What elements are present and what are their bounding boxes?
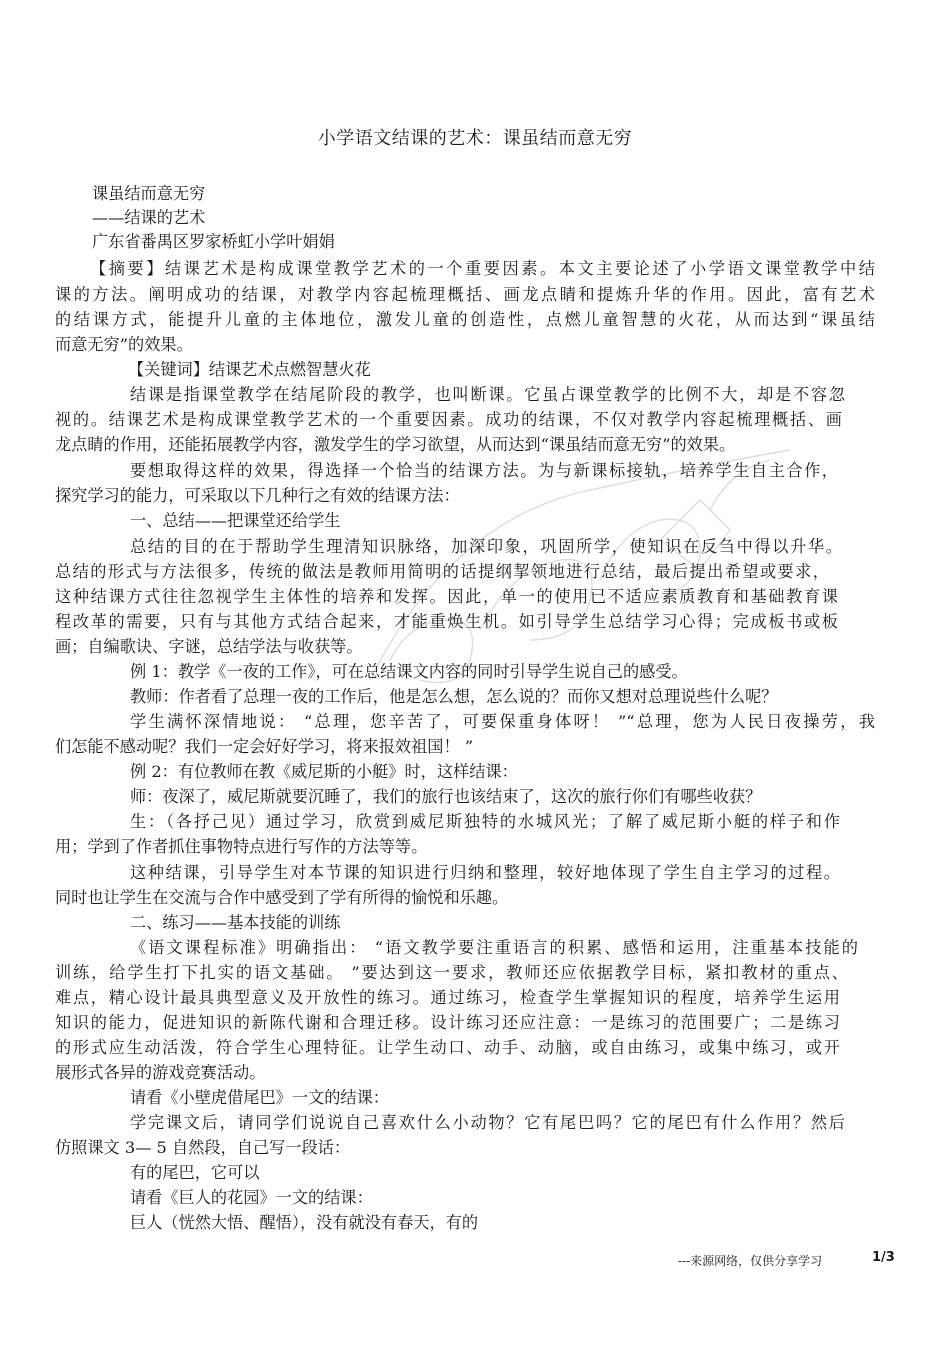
body-line: 的形式应生动活泼，符合学生心理特征。让学生动口、动手、动脑，或自由练习，或集中练习，或开 <box>55 1038 840 1057</box>
body-line: 训练，给学生打下扎实的语文基础。 ”要达到这一要求，教师还应依据教学目标，紧扣教材的重点、 <box>55 963 848 982</box>
dialogue-line: 学生满怀深情地说： “总理，您辛苦了，可要保重身体呀！ ”“总理，您为人民日夜操劳，我 <box>130 712 875 731</box>
page-number: 1/3 <box>872 1250 895 1265</box>
body-line: 这种结课方式往往忽视学生主体性的培养和发挥。因此，单一的使用已不适应素质教育和基础教育课 <box>55 587 838 606</box>
dialogue-line: 生：（各抒己见）通过学习，欣赏到威尼斯独特的水城风光；了解了威尼斯小艇的样子和作 <box>130 812 840 831</box>
body-line: 巨人（恍然大悟、醒悟），没有就没有春天，有的 <box>130 1213 479 1232</box>
subtitle-line: ——结课的艺术 <box>92 208 206 227</box>
body-line: 请看《巨人的花园》一文的结课： <box>130 1188 373 1207</box>
body-line: 探究学习的能力，可采取以下几种行之有效的结课方法： <box>55 486 460 505</box>
document-title: 小学语文结课的艺术：课虽结而意无穷 <box>317 128 633 149</box>
dialogue-line: 用；学到了作者抓住事物特点进行写作的方法等等。 <box>55 837 428 856</box>
section-heading: 二、练习——基本技能的训练 <box>130 913 341 932</box>
body-line: 视的。结课艺术是构成课堂教学艺术的一个重要因素。成功的结课，不仅对教学内容起梳理概括、画 <box>55 410 842 429</box>
author-line: 广东省番禺区罗家桥虹小学叶娟娟 <box>92 232 335 251</box>
body-line: 总结的形式与方法很多，传统的做法是教师用简明的话提纲挈领地进行总结，最后提出希望或要求， <box>55 562 829 581</box>
dialogue-line: 教师：作者看了总理一夜的工作后，他是怎么想，怎么说的？而你又想对总理说些什么呢？ <box>130 687 778 706</box>
section-heading: 一、总结——把课堂还给学生 <box>130 511 341 530</box>
body-line: 画；自编歌诀、字谜，总结学法与收获等。 <box>55 637 363 656</box>
body-line: 要想取得这样的效果，得选择一个恰当的结课方法。为与新课标接轨，培养学生自主合作， <box>130 461 838 480</box>
example-line: 例 1：教学《一夜的工作》，可在总结课文内容的同时引导学生说自己的感受。 <box>130 662 688 681</box>
body-line: 《语文课程标准》明确指出： “语文教学要注重语言的积累、感悟和运用，注重基本技能的 <box>130 938 858 957</box>
body-line: 仿照课文 3— 5 自然段，自己写一段话： <box>55 1138 351 1157</box>
body-line: 总结的目的在于帮助学生理清知识脉络，加深印象，巩固所学，使知识在反刍中得以升华。 <box>130 537 842 556</box>
body-line: 学完课文后，请同学们说说自己喜欢什么小动物？它有尾巴吗？它的尾巴有什么作用？然后 <box>130 1113 845 1132</box>
dialogue-line: 师：夜深了，威尼斯就要沉睡了，我们的旅行也该结束了，这次的旅行你们有哪些收获？ <box>130 787 762 806</box>
body-line: 这种结课，引导学生对本节课的知识进行归纳和整理，较好地体现了学生自主学习的过程。 <box>130 863 840 882</box>
abstract-line: 【摘要】结课艺术是构成课堂教学艺术的一个重要因素。本文主要论述了小学语文课堂教学中结 <box>90 259 875 278</box>
body-line: 请看《小壁虎借尾巴》一文的结课： <box>130 1088 389 1107</box>
example-line: 例 2：有位教师在教《威尼斯的小艇》时，这样结课： <box>130 762 518 781</box>
body-line: 程改革的需要，只有与其他方式结合起来，才能重焕生机。如引导学生总结学习心得；完成板书或板 <box>55 612 838 631</box>
subtitle-line: 课虽结而意无穷 <box>92 184 206 203</box>
abstract-line: 课的方法。阐明成功的结课，对教学内容起梳理概括、画龙点睛和提炼升华的作用。因此，富有艺术 <box>55 285 875 304</box>
body-line: 结课是指课堂教学在结尾阶段的教学，也叫断课。它虽占课堂教学的比例不大，却是不容忽 <box>130 385 845 404</box>
abstract-line: 的结课方式，能提升儿童的主体地位，激发儿童的创造性，点燃儿童智慧的火花，从而达到“课虽结 <box>55 310 875 329</box>
body-line: 龙点睛的作用，还能拓展教学内容，激发学生的学习欲望，从而达到“课虽结而意无穷”的效果。 <box>55 435 736 454</box>
abstract-line: 而意无穷”的效果。 <box>55 335 193 354</box>
body-line: 同时也让学生在交流与合作中感受到了学有所得的愉悦和乐趣。 <box>55 888 509 907</box>
footer-source: ---来源网络，仅供分享学习 <box>678 1254 823 1268</box>
body-line: 有的尾巴，它可以 <box>130 1163 260 1182</box>
keywords-line: 【关键词】结课艺术点燃智慧火花 <box>128 360 371 379</box>
body-line: 难点，精心设计最具典型意义及开放性的练习。通过练习，检查学生掌握知识的程度，培养学生运用 <box>55 988 840 1007</box>
body-line: 展形式各异的游戏竞赛活动。 <box>55 1063 266 1082</box>
dialogue-line: 们怎能不感动呢？我们一定会好好学习，将来报效祖国！ ” <box>55 737 474 756</box>
body-line: 知识的能力，促进知识的新陈代谢和合理迁移。设计练习还应注意：一是练习的范围要广；二是练习 <box>55 1013 840 1032</box>
